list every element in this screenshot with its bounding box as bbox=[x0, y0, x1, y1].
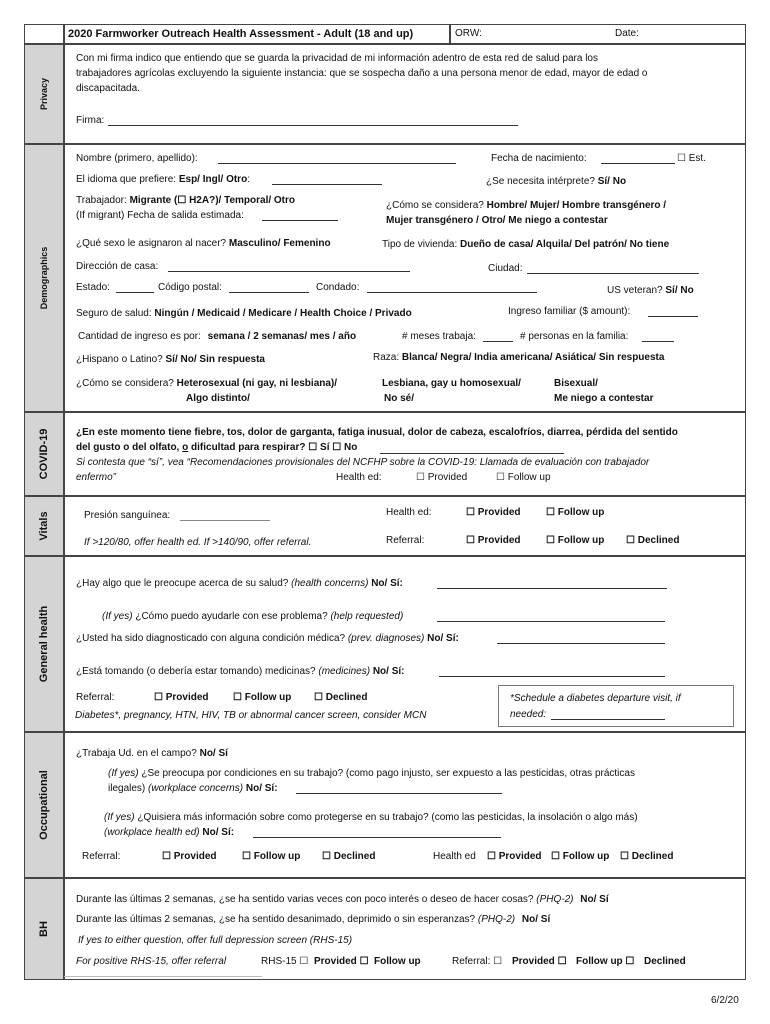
privacy-text-1: Con mi firma indico que entiendo que se guarda la privacidad de mi información adentro de esta red de salud para los bbox=[76, 53, 598, 64]
workplace-health-field[interactable] bbox=[253, 837, 501, 838]
sidebar-covid bbox=[24, 412, 64, 496]
zip-field[interactable] bbox=[229, 292, 309, 293]
section-covid bbox=[64, 412, 746, 496]
race-question bbox=[373, 352, 664, 363]
sidebar-vitals bbox=[24, 496, 64, 556]
orientation-label: ¿Cómo se considera? bbox=[76, 378, 174, 389]
workplace-ifyes: (If yes) bbox=[108, 768, 139, 779]
worker-type bbox=[76, 195, 295, 206]
field-work-text: ¿Trabaja Ud. en el campo? bbox=[76, 748, 197, 759]
name-field[interactable] bbox=[218, 163, 456, 164]
vitals-referral-provided[interactable]: ☐ Provided bbox=[466, 535, 521, 546]
phq2-q1-tag: (PHQ-2) bbox=[536, 894, 574, 905]
signature-field[interactable] bbox=[108, 125, 518, 126]
covid-q2-part-a: del gusto o del olfato, bbox=[76, 442, 180, 453]
diagnoses-options[interactable]: No/ Sí: bbox=[427, 633, 459, 644]
health-concerns-text: ¿Hay algo que le preocupe acerca de su salud? bbox=[76, 578, 289, 589]
vitals-referral-label: Referral: bbox=[386, 535, 425, 546]
gender-question bbox=[386, 200, 666, 211]
housing-label: Tipo de vivienda: bbox=[382, 239, 458, 250]
covid-followup-checkbox[interactable]: ☐ Follow up bbox=[496, 472, 551, 483]
bh-referral-provided[interactable]: Provided ☐ bbox=[512, 956, 567, 967]
vitals-note: If >120/80, offer health ed. If >140/90, offer referral. bbox=[84, 537, 312, 548]
health-concerns-question bbox=[76, 578, 403, 589]
veteran-label: US veteran? bbox=[607, 285, 663, 296]
worker-question: Trabajador: bbox=[76, 195, 127, 206]
orientation-option-gay[interactable]: Lesbiana, gay u homosexual/ bbox=[382, 378, 521, 389]
occ-referral-label: Referral: bbox=[82, 851, 121, 862]
birthdate-est-checkbox[interactable]: ☐ Est. bbox=[677, 153, 706, 164]
sex-label: ¿Qué sexo le asignaron al nacer? bbox=[76, 238, 227, 249]
diabetes-box-text-2: needed: bbox=[510, 709, 547, 720]
sidebar-general bbox=[24, 556, 64, 732]
state-field[interactable] bbox=[116, 292, 154, 293]
covid-note-1: Si contesta que “sí”, vea “Recomendaciones provisionales del NCFHP sobre la COVID-19: Llamada de evaluación con trabajador bbox=[76, 457, 650, 468]
county-field[interactable] bbox=[367, 292, 537, 293]
workplace-concerns-question bbox=[108, 768, 635, 779]
general-referral-followup[interactable]: ☐ Follow up bbox=[233, 692, 292, 703]
interpreter-options[interactable]: Sí/ No bbox=[597, 176, 627, 187]
phq2-q1-text: Durante las últimas 2 semanas, ¿se ha sentido varias veces con poco interés o deseo de hacer cosas? bbox=[76, 894, 534, 905]
vitals-referral-declined[interactable]: ☐ Declined bbox=[626, 535, 680, 546]
blood-pressure-field[interactable] bbox=[180, 520, 270, 521]
veteran-question bbox=[607, 285, 694, 296]
help-ifyes: (If yes) bbox=[102, 611, 133, 622]
insurance-options[interactable]: Ningún / Medicaid / Medicare / Health Choice / Privado bbox=[154, 308, 412, 319]
help-tag: (help requested) bbox=[330, 611, 404, 622]
hispanic-options[interactable]: Sí/ No/ Sin respuesta bbox=[165, 354, 265, 365]
workplace-health-ifyes: (If yes) bbox=[104, 812, 135, 823]
occ-health-ed-provided[interactable]: ☐ Provided bbox=[487, 851, 542, 862]
medicines-tag: (medicines) bbox=[318, 666, 371, 677]
section-label-vitals: Vitals bbox=[38, 511, 50, 541]
section-label-demographics: Demographics bbox=[39, 246, 49, 310]
diagnoses-question bbox=[76, 633, 459, 644]
orientation-question bbox=[76, 378, 337, 389]
sex-question bbox=[76, 238, 331, 249]
rhs15-box-divider bbox=[64, 976, 262, 977]
medicines-question bbox=[76, 666, 405, 677]
medicines-field[interactable] bbox=[439, 676, 665, 677]
bh-referral-declined[interactable]: Declined bbox=[644, 956, 686, 967]
departure-label: (If migrant) Fecha de salida estimada: bbox=[76, 210, 244, 221]
interpreter-question: ¿Se necesita intérprete? bbox=[486, 176, 595, 187]
covid-q2-or: o bbox=[182, 442, 189, 453]
help-requested-field[interactable] bbox=[437, 621, 665, 622]
phq2-question-2 bbox=[76, 914, 550, 925]
bh-referral-label[interactable]: Referral: ☐ bbox=[452, 956, 503, 967]
insurance-label: Seguro de salud: bbox=[76, 308, 152, 319]
zip-label: Código postal: bbox=[158, 282, 222, 293]
medicines-options[interactable]: No/ Sí: bbox=[372, 666, 405, 677]
address-field[interactable] bbox=[168, 271, 410, 272]
workplace-health-line2 bbox=[104, 827, 234, 838]
income-period-label: Cantidad de ingreso es por: bbox=[78, 331, 201, 342]
language-label: El idioma que prefiere: Esp/ Ingl/ Otro: bbox=[76, 174, 250, 185]
orientation-option-hetero[interactable]: Heterosexual (ni gay, ni lesbiana)/ bbox=[176, 378, 338, 389]
family-size-label: # personas en la familia: bbox=[520, 331, 629, 342]
phq2-question-1 bbox=[76, 894, 609, 905]
workplace-concerns-line2 bbox=[108, 783, 278, 794]
covid-q2-part-c: dificultad para respirar? bbox=[191, 442, 306, 453]
diagnoses-tag: (prev. diagnoses) bbox=[347, 633, 425, 644]
family-size-field[interactable] bbox=[642, 341, 674, 342]
covid-provided-checkbox[interactable]: ☐ Provided bbox=[416, 472, 468, 483]
field-work-question bbox=[76, 748, 228, 759]
gender-label: ¿Cómo se considera? bbox=[386, 200, 484, 211]
sidebar-privacy bbox=[24, 44, 64, 144]
header-orw-cell bbox=[450, 24, 746, 44]
interpreter-label bbox=[486, 176, 626, 187]
workplace-concerns-tag: (workplace concerns) bbox=[148, 783, 244, 794]
income-field[interactable] bbox=[648, 316, 698, 317]
orientation-option-bisexual[interactable]: Bisexual/ bbox=[554, 378, 598, 389]
workplace-concerns-text2: ilegales) bbox=[108, 783, 146, 794]
gender-options-2[interactable]: Mujer transgénero / Otro/ Me niego a contestar bbox=[386, 215, 608, 226]
workplace-concerns-field[interactable] bbox=[296, 793, 502, 794]
language-other-field[interactable] bbox=[272, 184, 382, 185]
occ-referral-followup[interactable]: ☐ Follow up bbox=[242, 851, 301, 862]
section-label-general: General health bbox=[38, 605, 50, 683]
section-label-occupational: Occupational bbox=[38, 770, 50, 840]
hispanic-label: ¿Hispano o Latino? bbox=[76, 354, 163, 365]
insurance-question bbox=[76, 308, 412, 319]
address-label: Dirección de casa: bbox=[76, 261, 159, 272]
health-concerns-field[interactable] bbox=[437, 588, 667, 589]
privacy-text-3: discapacitada. bbox=[76, 83, 140, 94]
months-label: # meses trabaja: bbox=[402, 331, 476, 342]
covid-question-1: ¿En este momento tiene fiebre, tos, dolor de garganta, fatiga inusual, dolor de cabeza, escalofríos, diarrea, pérdida del sentido bbox=[76, 427, 678, 438]
income-period-options[interactable]: semana / 2 semanas/ mes / año bbox=[207, 331, 357, 342]
field-work-options[interactable]: No/ Sí bbox=[199, 748, 228, 759]
covid-notes-field[interactable] bbox=[380, 453, 564, 454]
section-label-covid: COVID-19 bbox=[38, 428, 50, 480]
rhs15-note: If yes to either question, offer full depression screen (RHS-15) bbox=[78, 935, 353, 946]
worker-options[interactable]: Migrante (☐ H2A?)/ Temporal/ Otro bbox=[129, 195, 296, 206]
months-field[interactable] bbox=[483, 341, 513, 342]
state-label: Estado: bbox=[76, 282, 110, 293]
diabetes-box-text-1: *Schedule a diabetes departure visit, if bbox=[510, 693, 681, 704]
workplace-health-tag: (workplace health ed) bbox=[104, 827, 200, 838]
general-referral-declined[interactable]: ☐ Declined bbox=[314, 692, 368, 703]
covid-note-2: enfermo” bbox=[76, 472, 117, 483]
phq2-q2-options[interactable]: No/ Sí bbox=[521, 914, 551, 925]
orientation-option-other[interactable]: Algo distinto/ bbox=[186, 393, 250, 404]
revision-date: 6/2/20 bbox=[711, 995, 739, 1006]
occ-health-ed-followup[interactable]: ☐ Follow up bbox=[551, 851, 610, 862]
help-requested-question bbox=[102, 611, 403, 622]
income-period-question bbox=[78, 331, 356, 342]
diagnoses-text: ¿Usted ha sido diagnosticado con alguna condición médica? bbox=[76, 633, 346, 644]
workplace-health-options[interactable]: No/ Sí: bbox=[202, 827, 235, 838]
section-label-privacy: Privacy bbox=[39, 77, 49, 111]
covid-question-2 bbox=[76, 442, 357, 453]
gender-options-1[interactable]: Hombre/ Mujer/ Hombre transgénero / bbox=[486, 200, 667, 211]
race-options[interactable]: Blanca/ Negra/ India americana/ Asiática/ Sin respuesta bbox=[401, 352, 665, 363]
general-screen-note: Diabetes*, pregnancy, HTN, HIV, TB or abnormal cancer screen, consider MCN bbox=[75, 710, 427, 721]
housing-question bbox=[382, 239, 669, 250]
bh-referral-followup[interactable]: Follow up ☐ bbox=[576, 956, 635, 967]
veteran-options[interactable]: Sí/ No bbox=[665, 285, 694, 296]
workplace-health-text: ¿Quisiera más información sobre como protegerse en su trabajo? (como las pesticidas, la insolación o algo más) bbox=[137, 812, 638, 823]
diabetes-needed-field[interactable] bbox=[551, 719, 665, 720]
language-question: El idioma que prefiere: bbox=[76, 174, 177, 185]
phq2-q2-text: Durante las últimas 2 semanas, ¿se ha sentido desanimado, deprimido o sin esperanzas? bbox=[76, 914, 476, 925]
blood-pressure-label: Presión sanguínea: bbox=[84, 510, 171, 521]
orientation-option-unsure[interactable]: No sé/ bbox=[384, 393, 415, 404]
help-text: ¿Cómo puedo ayudarle con ese problema? bbox=[135, 611, 328, 622]
vitals-health-ed-provided[interactable]: ☐ Provided bbox=[466, 507, 521, 518]
header-title-cell bbox=[64, 24, 450, 44]
header-cell-spacer bbox=[24, 24, 64, 44]
workplace-concerns-options[interactable]: No/ Sí: bbox=[245, 783, 278, 794]
sex-options[interactable]: Masculino/ Femenino bbox=[228, 238, 331, 249]
occ-health-ed-label: Health ed bbox=[433, 851, 476, 862]
workplace-concerns-text: ¿Se preocupa por condiciones en su trabajo? (como pago injusto, ser expuesto a las pesticidas, otras prácticas bbox=[141, 768, 635, 779]
income-label: Ingreso familiar ($ amount): bbox=[508, 306, 631, 317]
orientation-option-decline[interactable]: Me niego a contestar bbox=[554, 393, 654, 404]
diabetes-departure-box bbox=[498, 685, 734, 727]
occ-referral-declined[interactable]: ☐ Declined bbox=[322, 851, 376, 862]
medicines-text: ¿Está tomando (o debería estar tomando) medicinas? bbox=[76, 666, 316, 677]
name-label: Nombre (primero, apellido): bbox=[76, 153, 198, 164]
hispanic-question bbox=[76, 354, 265, 365]
birthdate-label: Fecha de nacimiento: bbox=[491, 153, 587, 164]
language-options[interactable]: Esp/ Ingl/ Otro bbox=[178, 174, 248, 185]
rhs15-provided[interactable]: Provided ☐ bbox=[314, 956, 369, 967]
sidebar-occupational bbox=[24, 732, 64, 878]
rhs15-positive-note: For positive RHS-15, offer referral bbox=[76, 956, 227, 967]
vitals-health-ed-followup[interactable]: ☐ Follow up bbox=[546, 507, 605, 518]
privacy-text-2: trabajadores agrícolas excluyendo la siguiente instancia: que se sospecha daño a una persona menor de edad, mayor de edad o bbox=[76, 68, 648, 79]
phq2-q2-tag: (PHQ-2) bbox=[477, 914, 516, 925]
covid-yes-no[interactable]: ☐ Sí ☐ No bbox=[308, 442, 358, 453]
date-label: Date: bbox=[615, 28, 639, 39]
occ-health-ed-declined[interactable]: ☐ Declined bbox=[620, 851, 674, 862]
health-concerns-options[interactable]: No/ Sí: bbox=[371, 578, 403, 589]
race-label: Raza: bbox=[373, 352, 400, 363]
county-label: Condado: bbox=[316, 282, 360, 293]
vitals-health-ed-label: Health ed: bbox=[386, 507, 432, 518]
city-field[interactable] bbox=[527, 273, 699, 274]
covid-health-ed-label: Health ed: bbox=[336, 472, 382, 483]
orw-label: ORW: bbox=[455, 28, 482, 39]
phq2-q1-options[interactable]: No/ Sí bbox=[580, 894, 609, 905]
birthdate-field[interactable] bbox=[601, 163, 675, 164]
diagnoses-field[interactable] bbox=[497, 643, 665, 644]
occ-referral-provided[interactable]: ☐ Provided bbox=[162, 851, 217, 862]
general-referral-provided[interactable]: ☐ Provided bbox=[154, 692, 209, 703]
housing-options[interactable]: Dueño de casa/ Alquila/ Del patrón/ No tiene bbox=[460, 239, 670, 250]
general-referral-label: Referral: bbox=[76, 692, 115, 703]
section-label-bh: BH bbox=[38, 921, 50, 937]
form-title: 2020 Farmworker Outreach Health Assessment - Adult (18 and up) bbox=[68, 28, 414, 40]
signature-label: Firma: bbox=[76, 115, 105, 126]
health-concerns-tag: (health concerns) bbox=[291, 578, 369, 589]
workplace-health-question bbox=[104, 812, 638, 823]
sidebar-bh bbox=[24, 878, 64, 980]
departure-field[interactable] bbox=[262, 220, 338, 221]
city-label: Ciudad: bbox=[488, 263, 523, 274]
rhs15-label[interactable]: RHS-15 ☐ bbox=[261, 956, 309, 967]
sidebar-demographics bbox=[24, 144, 64, 412]
vitals-referral-followup[interactable]: ☐ Follow up bbox=[546, 535, 605, 546]
rhs15-followup[interactable]: Follow up bbox=[374, 956, 421, 967]
